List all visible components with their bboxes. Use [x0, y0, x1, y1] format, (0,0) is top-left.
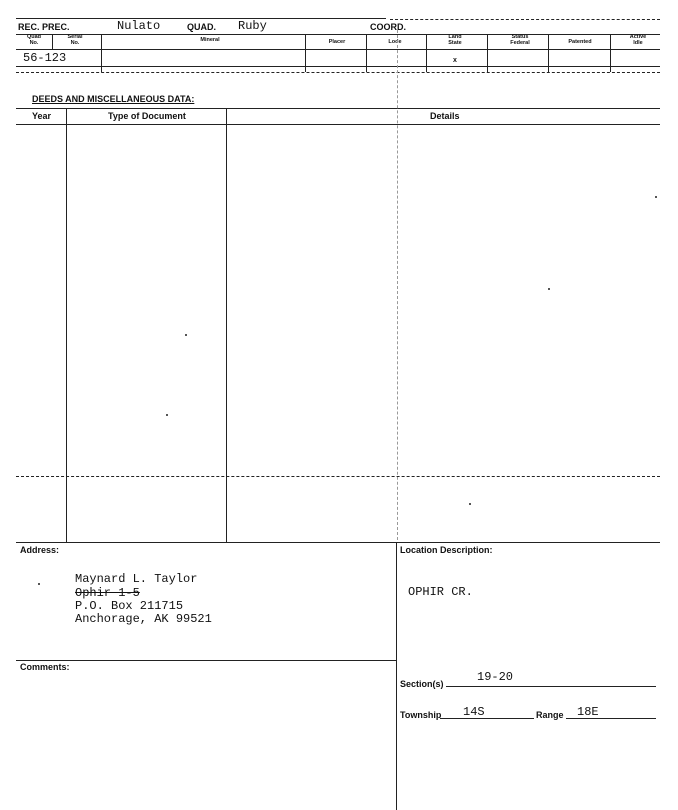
address-label: Address:: [20, 545, 60, 555]
range-value: 18E: [577, 705, 599, 719]
record-dashed-rule: [16, 72, 660, 73]
range-label: Range: [536, 710, 564, 720]
scan-speck: [548, 288, 550, 290]
deeds-header-rule: [16, 124, 660, 125]
address-line-pobox: P.O. Box 211715: [75, 599, 184, 613]
col-patented: Patented: [568, 39, 592, 45]
col-details: Details: [430, 111, 460, 121]
deeds-top-rule: [16, 108, 660, 109]
sections-value: 19-20: [477, 670, 514, 684]
col-type-of-document: Type of Document: [108, 111, 186, 121]
address-line-city: Anchorage, AK 99521: [75, 612, 212, 626]
col-active-idle: Active Idle: [629, 34, 647, 46]
township-value: 14S: [463, 705, 485, 719]
rec-prec-label: REC. PREC.: [18, 22, 70, 32]
col-quad-no: Quad No.: [26, 34, 42, 46]
quad-value: Ruby: [238, 19, 267, 33]
scan-speck: [185, 334, 187, 336]
coord-label: COORD.: [370, 22, 406, 32]
col-year: Year: [32, 111, 52, 121]
deeds-section-title: DEEDS AND MISCELLANEOUS DATA:: [32, 94, 195, 104]
rec-prec-value: Nulato: [117, 19, 161, 33]
township-label: Township: [400, 710, 442, 720]
address-line-name: Maynard L. Taylor: [75, 572, 198, 586]
scan-speck: [166, 414, 168, 416]
col-serial-no: Serial No.: [67, 34, 83, 46]
scan-speck: [655, 196, 657, 198]
header-top-rule: [16, 18, 386, 19]
col-mineral: Mineral: [200, 37, 220, 43]
quad-label: QUAD.: [187, 22, 216, 32]
sections-underline: [446, 686, 656, 687]
record-rule: [16, 66, 660, 67]
col-land-state: Land State: [448, 34, 462, 46]
scan-speck: [469, 503, 471, 505]
address-top-rule: [16, 542, 660, 543]
comments-label: Comments:: [20, 662, 70, 672]
col-placer: Placer: [328, 39, 346, 45]
center-fold-line: [397, 30, 398, 540]
location-description-value: OPHIR CR.: [408, 585, 473, 599]
address-location-divider: [396, 542, 397, 810]
township-underline: [440, 718, 534, 719]
col-status-federal: Status Federal: [510, 34, 530, 46]
header-bottom-rule: [16, 34, 660, 35]
quad-serial-value: 56-123: [23, 51, 67, 65]
comments-top-rule: [16, 660, 396, 661]
sections-label: Section(s): [400, 679, 444, 689]
column-header-rule: [16, 49, 660, 50]
div-quad-serial-small: [52, 34, 53, 49]
land-state-mark: x: [453, 57, 457, 64]
address-line-struck: Ophir 1-5: [75, 586, 140, 600]
col-lode: Lode: [388, 39, 402, 45]
deeds-dashed-rule: [16, 476, 660, 477]
location-description-label: Location Description:: [400, 545, 493, 555]
header-top-dashed-rule: [390, 19, 660, 20]
scan-speck: [38, 583, 40, 585]
